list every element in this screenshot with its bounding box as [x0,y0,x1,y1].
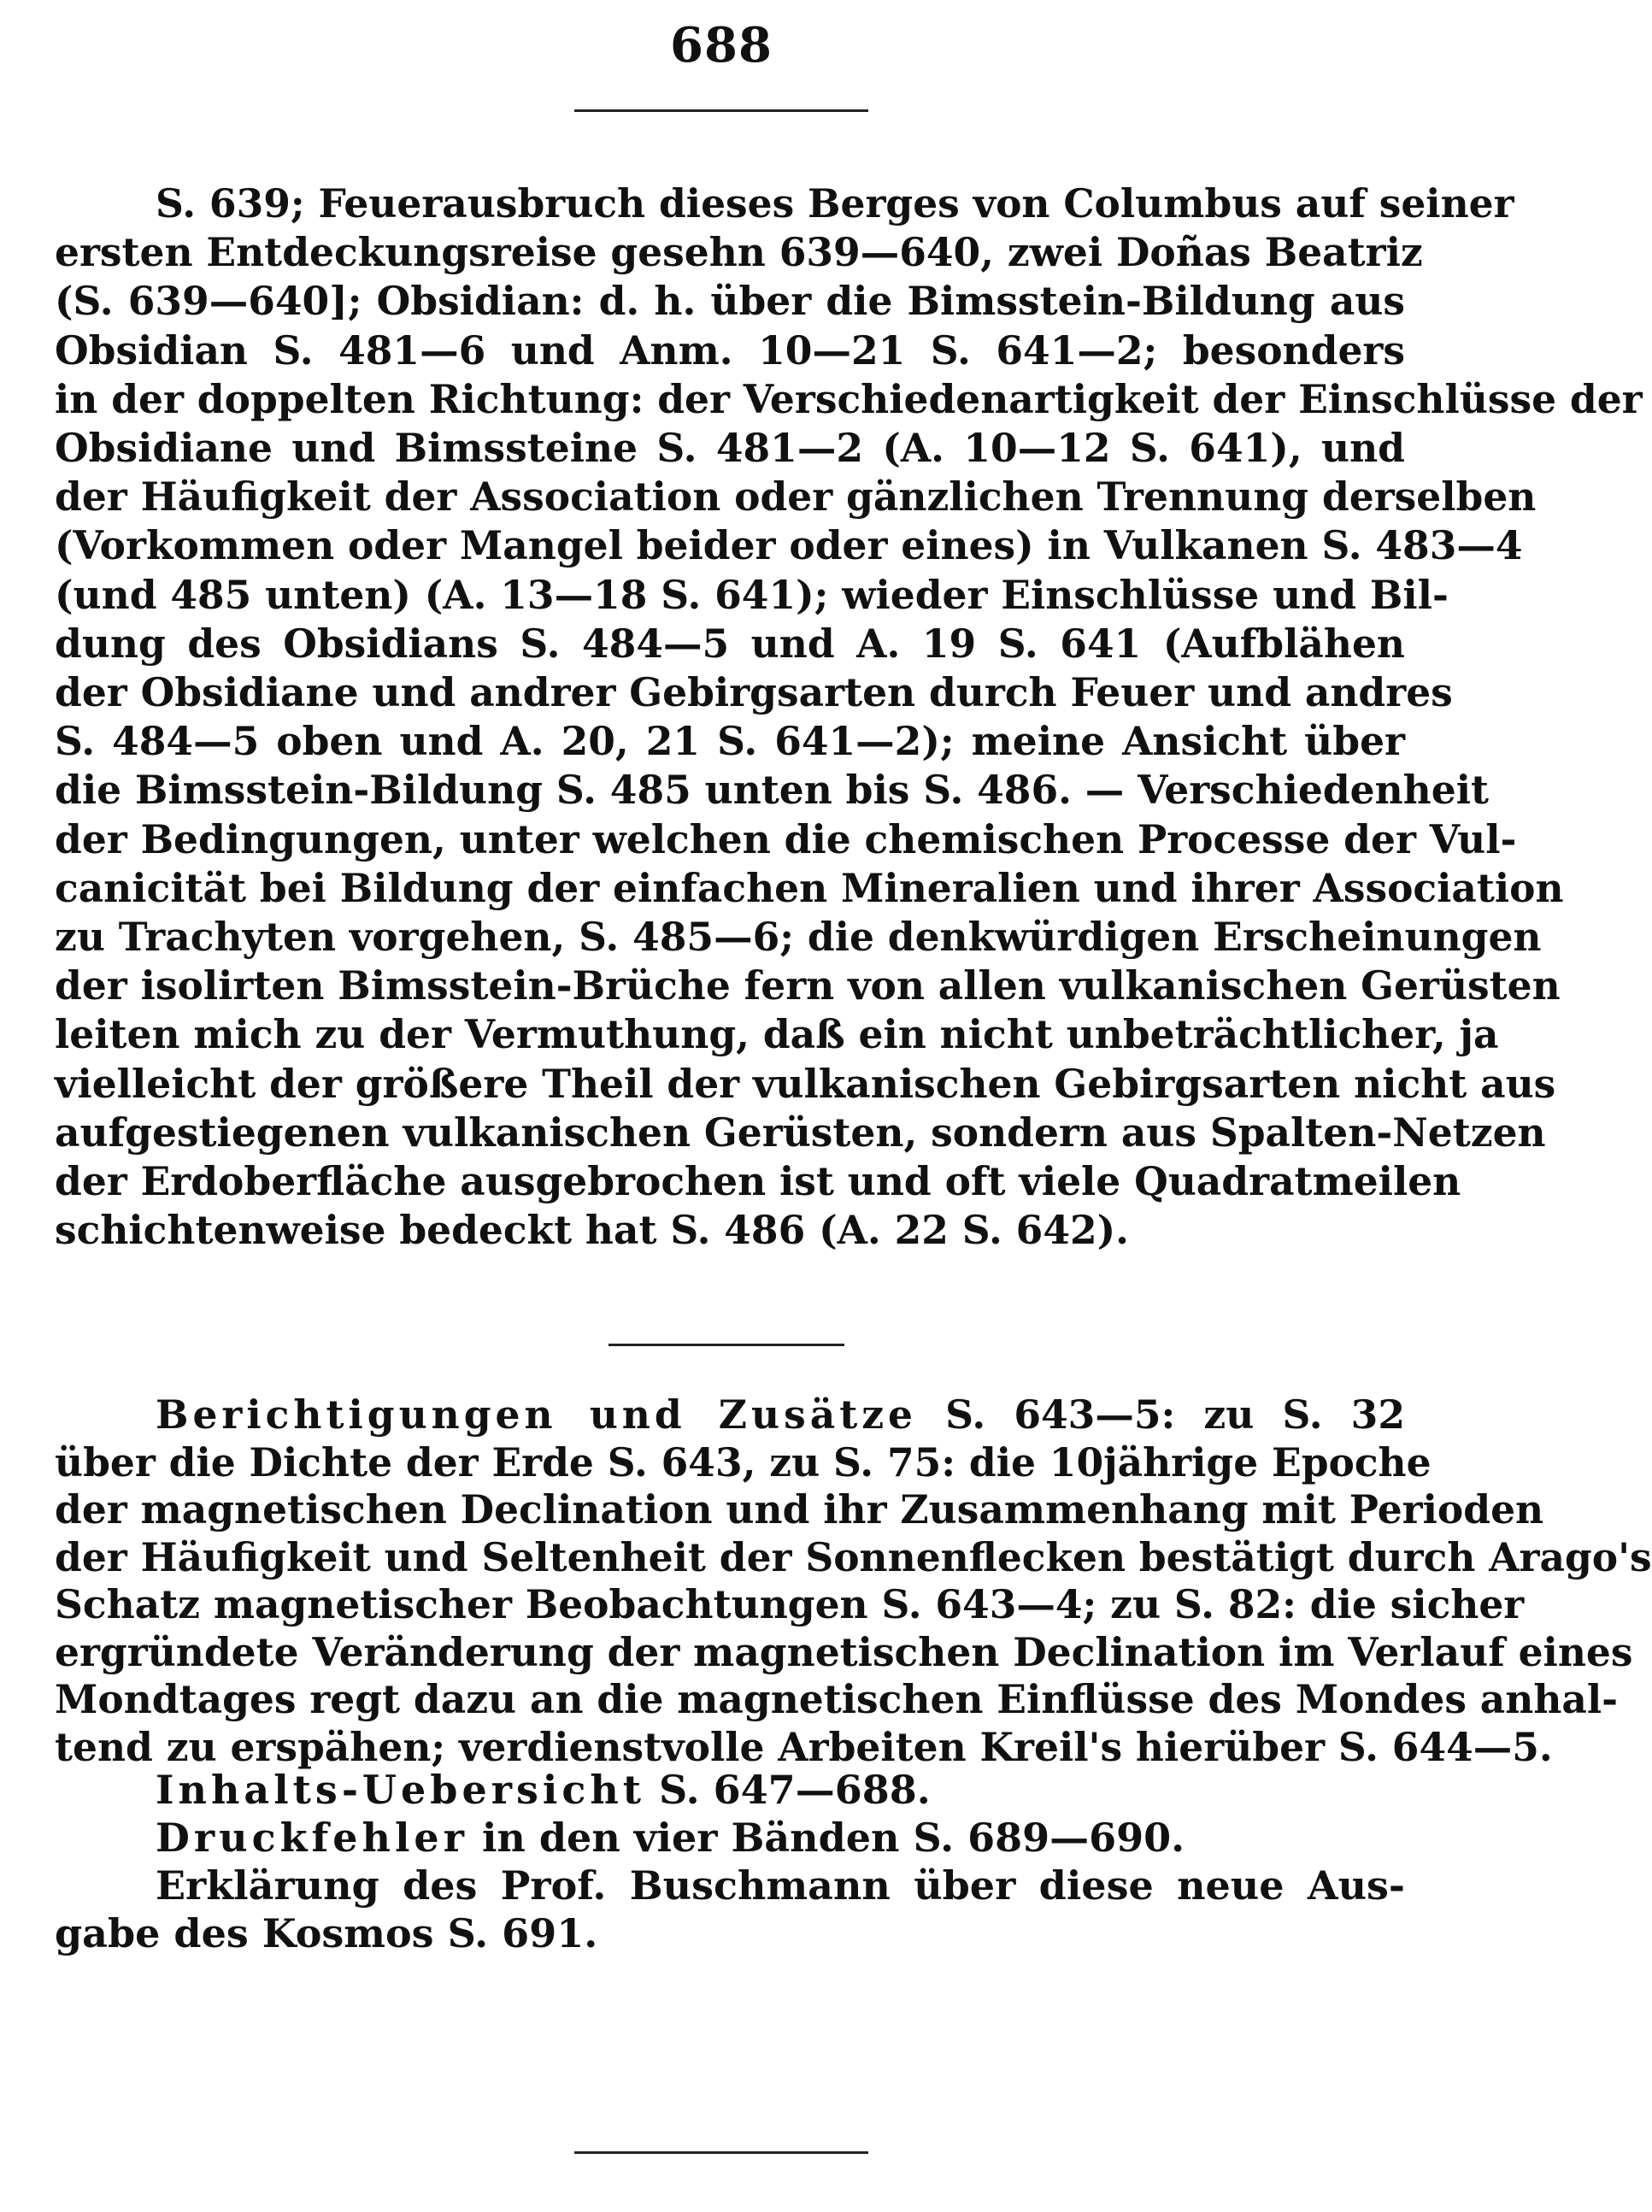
text-line: zu Trachyten vorgehen, S. 485—6; die denkwürdigen Erscheinungen [55,914,1542,961]
text-line: leiten mich zu der Vermuthung, daß ein nicht unbeträchtlicher, ja [55,1011,1499,1058]
text-line: der Erdoberfläche ausgebrochen ist und oft viele Quadratmeilen [55,1158,1461,1205]
text-line: der Obsidiane und andrer Gebirgsarten durch Feuer und andres [55,669,1453,716]
errata-heading: Druckfehler [156,1815,468,1861]
text-line: aufgestiegenen vulkanischen Gerüsten, sondern aus Spalten-Netzen [55,1109,1546,1156]
text-line: der Häufigkeit der Association oder gänzlichen Trennung derselben [55,474,1537,521]
text-line: die Bimsstein-Bildung S. 485 unten bis S. 486. — Verschiedenheit [55,767,1489,814]
text-line: (Vorkommen oder Mangel beider oder eines) in Vulkanen S. 483—4 [55,522,1523,569]
closing-entries [55,1766,1405,1957]
errata-reference: in den vier Bänden S. 689—690. [467,1815,1185,1861]
text-line: Mondtages regt dazu an die magnetischen Einflüsse des Mondes anhal- [55,1676,1619,1722]
section-divider [608,1344,844,1346]
index-entry-continued [55,179,1643,1255]
text-line: S. 484—5 oben und A. 20, 21 S. 641—2); meine Ansicht über [55,718,1405,765]
top-divider [574,109,868,112]
text-line: tend zu erspähen; verdienstvolle Arbeiten Kreil's hierüber S. 644—5. [55,1723,1553,1770]
text-line: vielleicht der größere Theil der vulkanischen Gebirgsarten nicht aus [55,1060,1556,1107]
text-line: schichtenweise bedeckt hat S. 486 (A. 22 S. 642). [55,1207,1130,1254]
text-line: (und 485 unten) (A. 13—18 S. 641); wieder Einschlüsse und Bil- [55,571,1449,618]
bottom-divider [574,2151,868,2154]
text-line: in der doppelten Richtung: der Verschiedenartigkeit der Einschlüsse der [55,375,1643,422]
corrections-heading: Berichtigungen und Zusätze [156,1391,918,1438]
text-line: Obsidiane und Bimssteine S. 481—2 (A. 10—12 S. 641), und [55,425,1405,472]
text-line: canicität bei Bildung der einfachen Mineralien und ihrer Association [55,864,1564,911]
text-line: der isolirten Bimsstein-Brüche fern von allen vulkanischen Gerüsten [55,962,1561,1009]
text-line: der Häufigkeit und Seltenheit der Sonnenflecken bestätigt durch Arago's [55,1533,1652,1580]
overview-heading: Inhalts-Uebersicht [156,1767,646,1813]
explanation-line: Erklärung des Prof. Buschmann über diese neue Aus- [156,1862,1405,1909]
text-line: ersten Entdeckungsreise gesehn 639—640, zwei Doñas Beatriz [55,229,1423,276]
text-line: über die Dichte der Erde S. 643, zu S. 75: die 10jährige Epoche [55,1438,1432,1485]
explanation-line: gabe des Kosmos S. 691. [55,1910,598,1956]
text-line: dung des Obsidians S. 484—5 und A. 19 S. 641 (Aufblähen [55,620,1405,667]
text-line: der magnetischen Declination und ihr Zusammenhang mit Perioden [55,1486,1544,1533]
corrections-entry [55,1391,1652,1771]
text-line: ergründete Veränderung der magnetischen Declination im Verlauf eines [55,1628,1633,1675]
text-line: der Bedingungen, unter welchen die chemischen Processe der Vul- [55,815,1517,862]
text-line: Schatz magnetischer Beobachtungen S. 643—4; zu S. 82: die sicher [55,1581,1525,1627]
text-line: Obsidian S. 481—6 und Anm. 10—21 S. 641—2; besonders [55,327,1405,374]
overview-reference: S. 647—688. [645,1767,931,1813]
text-line: (S. 639—640]; Obsidian: d. h. über die Bimsstein-Bildung aus [55,278,1405,325]
corrections-reference: S. 643—5: zu S. 32 [917,1391,1405,1438]
page-number: 688 [670,17,773,74]
text-line: S. 639; Feuerausbruch dieses Berges von Columbus auf seiner [156,180,1514,226]
